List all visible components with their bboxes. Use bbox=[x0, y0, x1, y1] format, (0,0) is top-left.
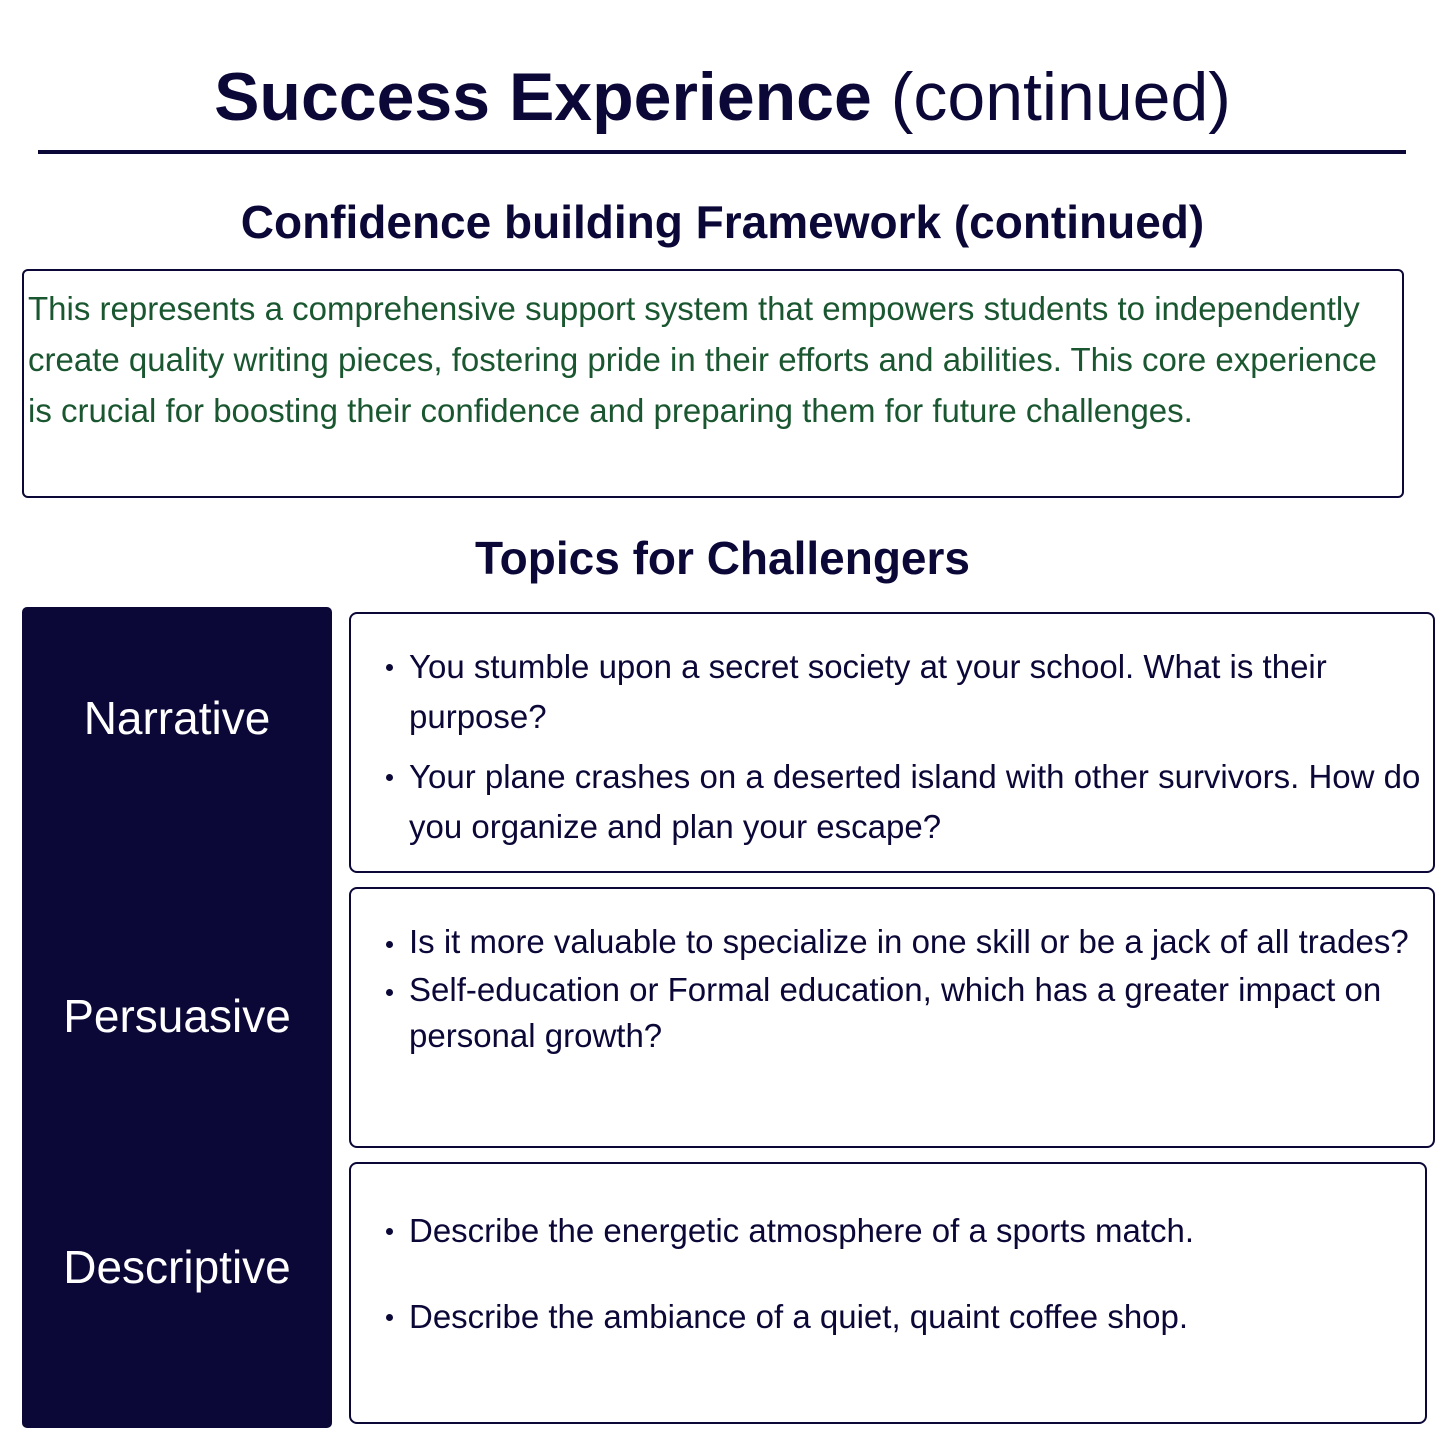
topic-list-narrative bbox=[351, 614, 1433, 852]
topic-list-descriptive bbox=[351, 1164, 1425, 1342]
list-item: Describe the ambiance of a quiet, quaint coffee shop. bbox=[351, 1292, 1425, 1342]
topic-list-persuasive bbox=[351, 889, 1433, 1059]
category-label-narrative: Narrative bbox=[83, 692, 271, 744]
category-label-persuasive: Persuasive bbox=[63, 990, 291, 1042]
list-item: Describe the energetic atmosphere of a sports match. bbox=[351, 1206, 1425, 1256]
title-divider bbox=[38, 150, 1406, 154]
topic-box-narrative bbox=[349, 612, 1435, 873]
topic-box-descriptive bbox=[349, 1162, 1427, 1424]
category-panel bbox=[22, 607, 332, 1428]
list-item: Self-education or Formal education, which has a greater impact on personal growth? bbox=[351, 967, 1433, 1059]
topics-heading: Topics for Challengers bbox=[474, 532, 971, 584]
page-title-main: Success Experience bbox=[214, 59, 872, 135]
framework-description: This represents a comprehensive support system that empowers students to independently create quality writing pieces, fostering pride in their efforts and abilities. This core experience is crucial for boosting their confidence and preparing them for future challenges. bbox=[28, 290, 1377, 429]
list-item: Your plane crashes on a deserted island with other survivors. How do you organize and plan your escape? bbox=[351, 752, 1433, 852]
page-title-suffix: (continued) bbox=[890, 59, 1231, 135]
topic-box-persuasive bbox=[349, 887, 1435, 1148]
list-item: You stumble upon a secret society at your school. What is their purpose? bbox=[351, 642, 1433, 742]
framework-description-box bbox=[22, 269, 1404, 498]
category-label-descriptive: Descriptive bbox=[63, 1241, 291, 1293]
page-title bbox=[0, 52, 1445, 142]
framework-heading: Confidence building Framework (continued) bbox=[240, 196, 1205, 248]
list-item: Is it more valuable to specialize in one skill or be a jack of all trades? bbox=[351, 919, 1433, 965]
